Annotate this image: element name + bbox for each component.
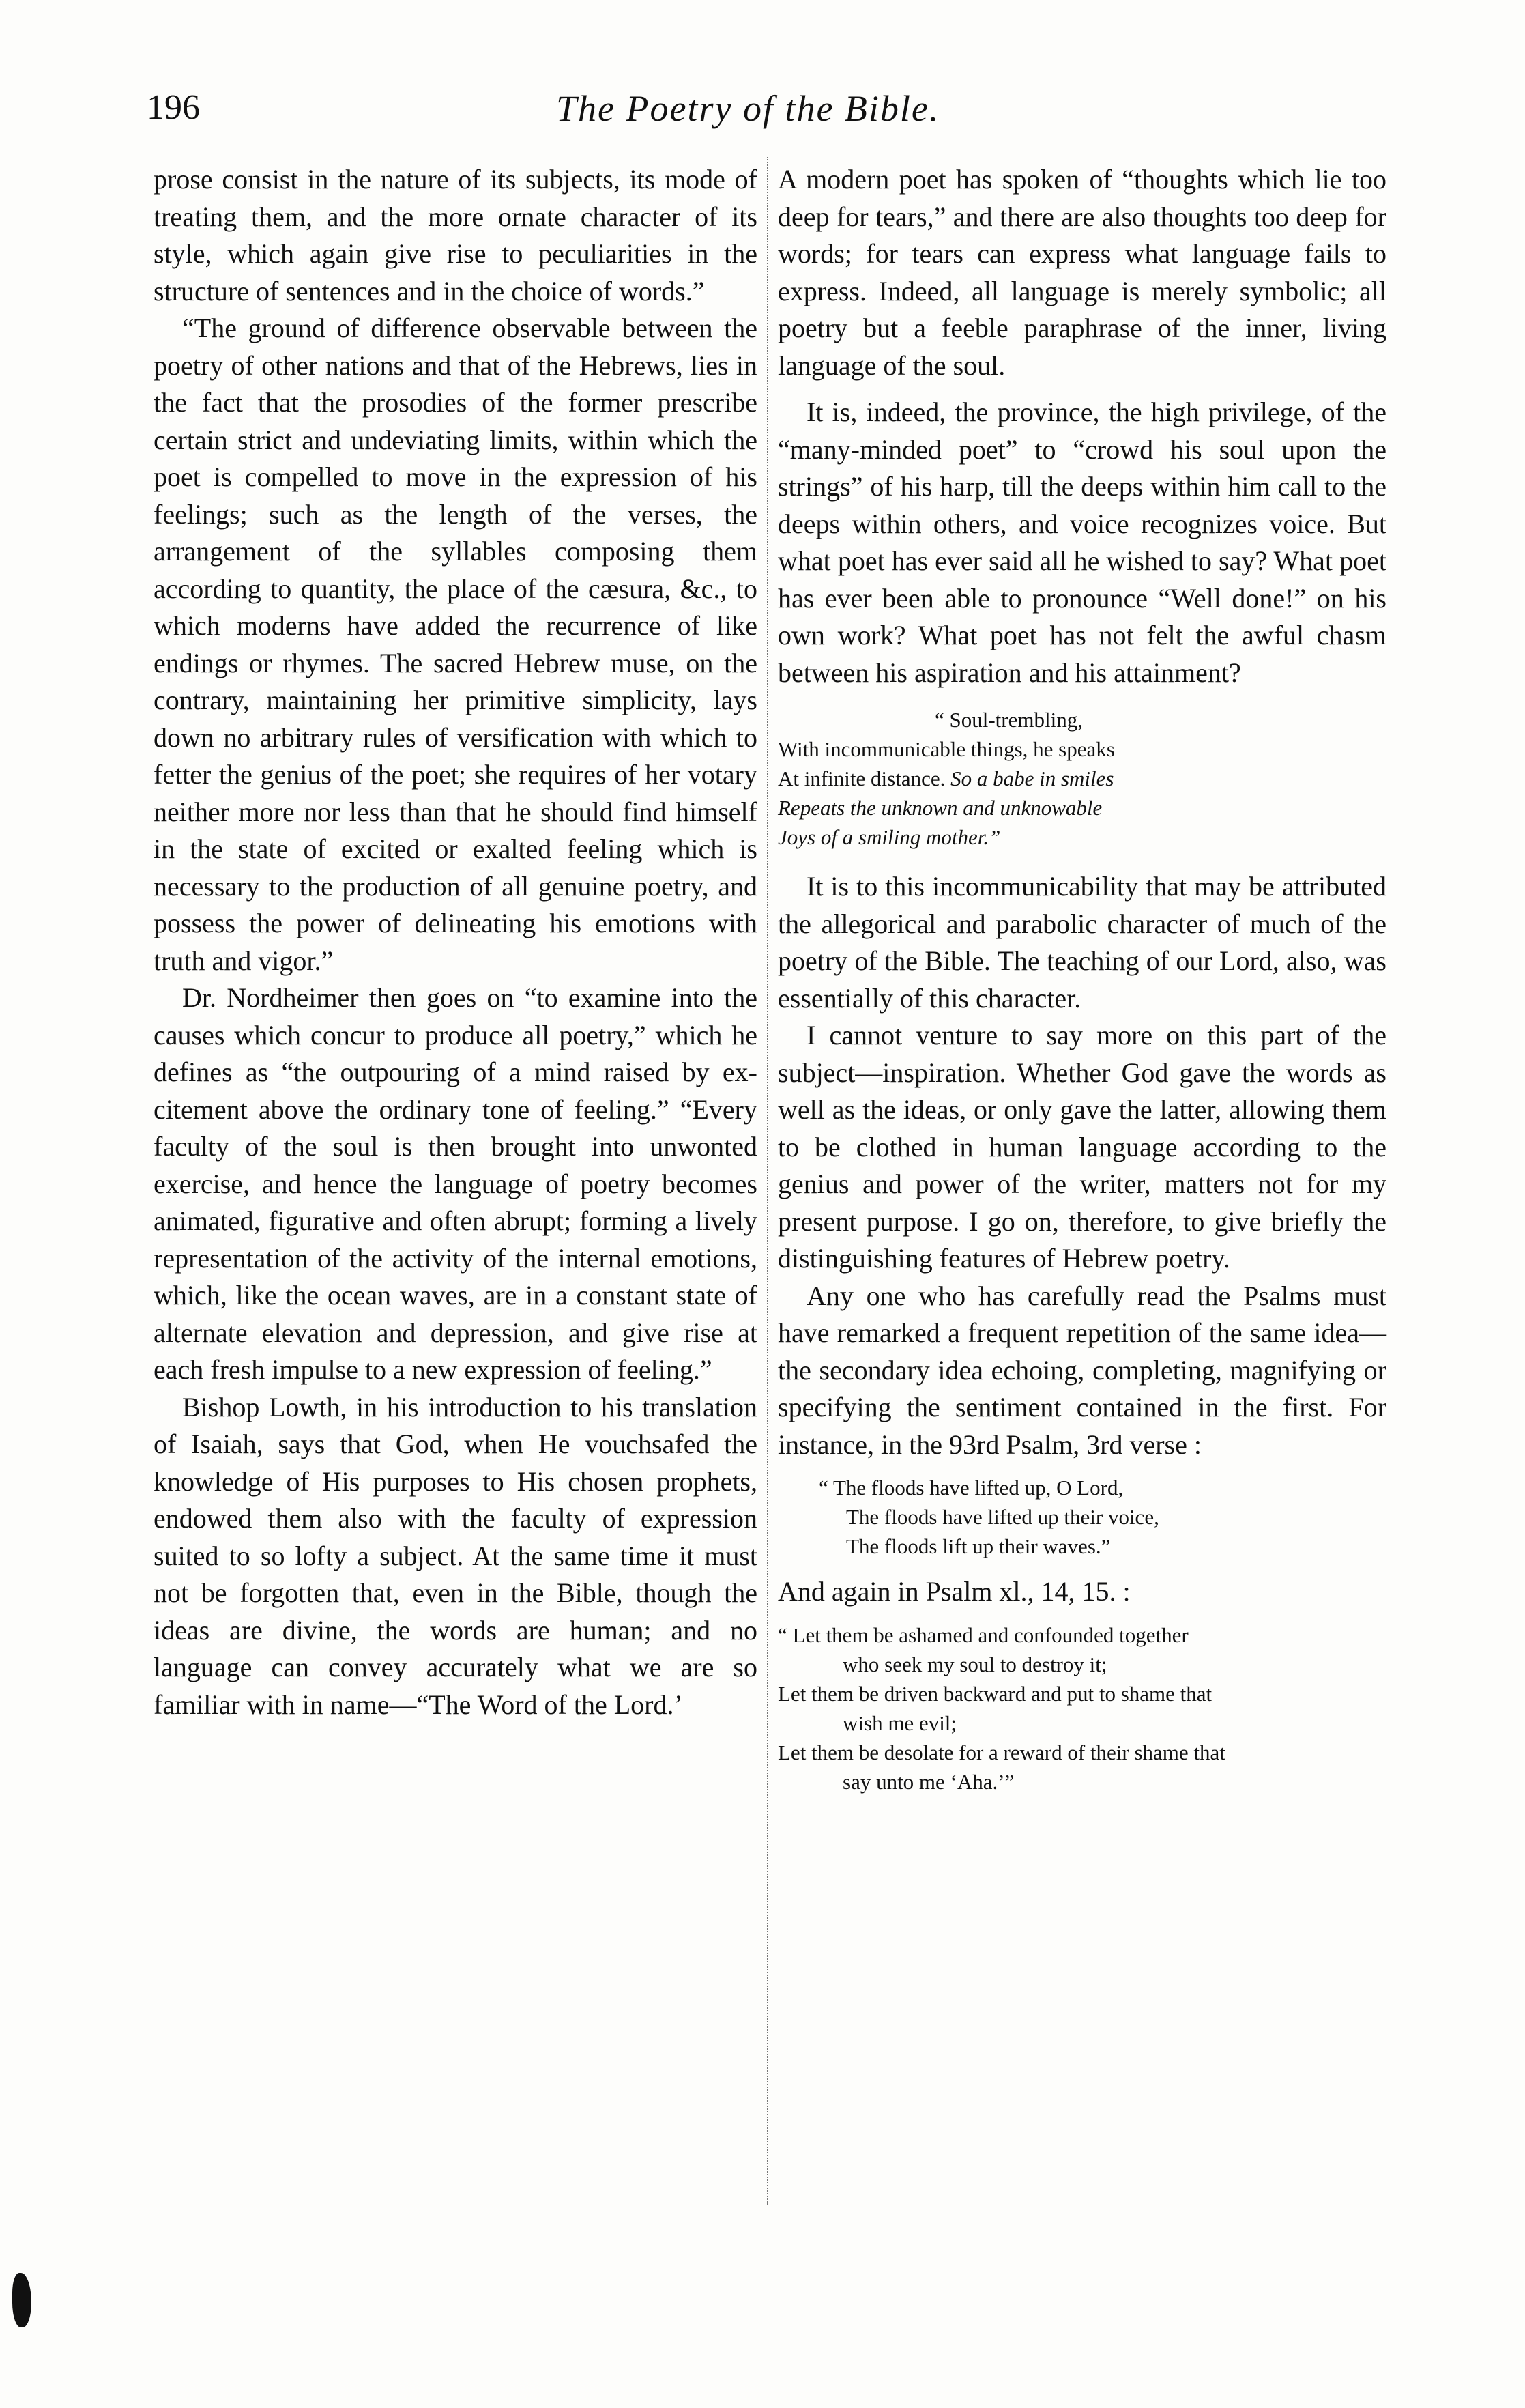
verse-line: Let them be desolate for a reward of their shame that bbox=[778, 1740, 1225, 1764]
poem-line-part: At infinite distance. bbox=[778, 766, 951, 790]
psalm-quotation-93 bbox=[819, 1473, 1386, 1561]
right-column bbox=[778, 161, 1386, 1809]
verse-line: The floods lift up their waves.” bbox=[846, 1534, 1111, 1558]
paragraph: It is to this incommunicability that may be attributed the allegorical and parabolic character of much of the poetry of the Bible. The teaching of our Lord, also, was essentially of this character. bbox=[778, 871, 1386, 1014]
poem-quotation bbox=[778, 705, 1386, 852]
paragraph: It is, indeed, the province, the high privilege, of the “many-minded poet” to “crowd his soul upon the strings” of his harp, till the deeps within him call to the deeps within others, and voice recognizes voice. But what poet has ever said all he wished to say? What poet has ever been able to pronounce “Well done!” on his own work? What poet has not felt the awful chasm between his aspiration and his attainment? bbox=[778, 397, 1386, 688]
psalm-quotation-40 bbox=[778, 1620, 1386, 1796]
verse-line: “ Let them be ashamed and confounded together bbox=[778, 1622, 1189, 1647]
paragraph: A modern poet has spoken of “thoughts which lie too deep for tears,” and there are also thoughts too deep for words; for tears can express what language fails to express. Indeed, all language is merely symbolic; all poetry but a feeble paraphrase of the inner, living language of the soul. bbox=[778, 164, 1386, 381]
poem-line-part: So a babe in smiles bbox=[950, 766, 1114, 790]
page-header bbox=[147, 87, 1389, 135]
poem-line: With incommunicable things, he speaks bbox=[778, 737, 1115, 761]
verse-line: The floods have lifted up their voice, bbox=[846, 1505, 1159, 1529]
poem-line: Joys of a smiling mother.” bbox=[778, 825, 1001, 849]
verse-line: who seek my soul to destroy it; bbox=[843, 1652, 1107, 1676]
running-title: The Poetry of the Bible. bbox=[556, 88, 940, 129]
column-divider bbox=[767, 157, 768, 2205]
paragraph: And again in Psalm xl., 14, 15. : bbox=[778, 1576, 1131, 1607]
ink-blot bbox=[12, 2273, 31, 2327]
left-column bbox=[154, 161, 757, 1723]
paragraph: I cannot venture to say more on this part of the subject—inspiration. Whether God gave the words as well as the ideas, or only gave the latter, allowing them to be clothed in human language according to the genius and power of the writer, matters not for my present purpose. I go on, therefore, to give briefly the distinguishing features of Hebrew poetry. bbox=[778, 1020, 1386, 1274]
verse-line: “ The floods have lifted up, O Lord, bbox=[819, 1476, 1124, 1500]
page-number: 196 bbox=[147, 88, 200, 127]
verse-line: wish me evil; bbox=[843, 1710, 957, 1735]
paragraph: Bishop Lowth, in his introduction to his translation of Isaiah, says that God, when He vouchsafed the knowledge of His purposes to His chosen prophets, endowed them also with the faculty of expression suited to so lofty a subject. At the same time it must not be forgotten that, even in the Bible, though the ideas are divine, the words are human; and no language can convey accurately what we are so familiar with in name—“The Word of the Lord.’ bbox=[154, 1391, 757, 1720]
poem-line: “ Soul-trembling, bbox=[935, 708, 1083, 732]
paragraph: prose consist in the nature of its subjects, its mode of treating them, and the more ornate character of its style, which again give rise to peculiarities in the structure of sentences and in the choice of words.” bbox=[154, 164, 757, 306]
paragraph: Any one who has carefully read the Psalms must have remarked a frequent repetition of the same idea—the secondary idea echoing, completing, magnifying or specifying the sentiment contained in the first. For instance, in the 93rd Psalm, 3rd verse : bbox=[778, 1280, 1386, 1460]
verse-line: Let them be driven backward and put to shame that bbox=[778, 1681, 1212, 1706]
paragraph: Dr. Nordheimer then goes on “to examine into the causes which concur to produce all poetry,” which he defines as “the outpouring of a mind raised by excitement above the ordinary tone of feeling.” “Every faculty of the soul is then brought into unwonted exercise, and hence the language of poetry becomes animated, figurative and often abrupt; forming a lively representation of the activity of the internal emotions, which, like the ocean waves, are in a constant state of alternate elevation and depression, and give rise at each fresh impulse to a new expression of feeling.” bbox=[154, 982, 757, 1385]
poem-line bbox=[778, 764, 1386, 793]
poem-line: Repeats the unknown and unknowable bbox=[778, 796, 1103, 820]
verse-line: say unto me ‘Aha.’” bbox=[843, 1769, 1015, 1794]
paragraph: “The ground of difference observable between the poetry of other nations and that of the Hebrews, lies in the fact that the prosodies of the former prescribe certain strict and undeviating limits, within which the poet is compelled to move in the expression of his feelings; such as the length of the verses, the arrangement of the syllables composing them according to quantity, the place of the cæsura, &c., to which moderns have added the recurrence of like endings or rhymes. The sacred Hebrew muse, on the contrary, maintaining her primitive simplicity, lays down no arbitrary rules of versification with which to fetter the genius of the poet; she requires of her votary neither more nor less than that he should find himself in the state of excited or exalted feeling which is necessary to the production of all genuine poetry, and possess the power of delineating his emotions with truth and vigor.” bbox=[154, 313, 757, 976]
